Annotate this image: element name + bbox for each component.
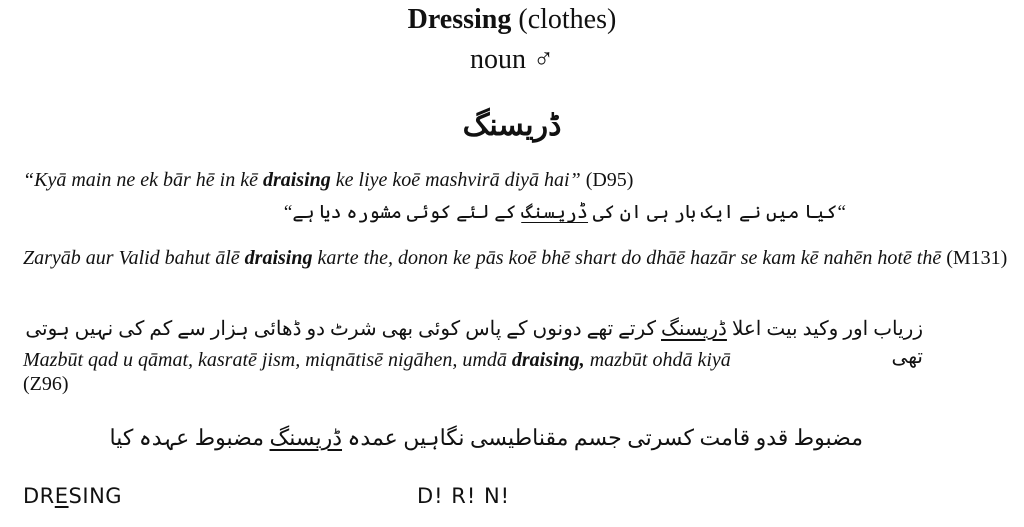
example-1-urdu bbox=[26, 199, 846, 227]
part-of-speech-line bbox=[0, 44, 1024, 76]
example-urdu-keyword: ڈریسنگ bbox=[661, 318, 727, 340]
transliteration bbox=[23, 484, 122, 508]
example-3-romanized bbox=[23, 348, 1008, 396]
transliteration-underlined-letter: E bbox=[54, 484, 69, 508]
example-keyword: draising bbox=[244, 247, 313, 269]
example-text: karte the, donon ke pās koē bhē shart do dhāē hazār se kam kē nahēn hotē thē bbox=[312, 247, 942, 269]
transliteration-part: DR bbox=[23, 484, 55, 508]
part-of-speech: noun bbox=[470, 44, 526, 75]
example-text: Mazbūt qad u qāmat, kasratē jism, miqnātisē nigāhen, umdā bbox=[23, 349, 512, 371]
example-2-romanized bbox=[23, 246, 1008, 270]
example-urdu-text: مضبوط قدو قامت کسرتی جسم مقناطیسی نگاہیں عمدہ bbox=[342, 425, 863, 450]
example-urdu-text: کے لئے کوئی مشورہ دیا ہے“ bbox=[283, 202, 522, 223]
example-reference: (M131) bbox=[946, 247, 1008, 269]
male-gender-icon: ♂ bbox=[533, 44, 554, 75]
example-text: “Kyā main ne ek bār hē in kē bbox=[23, 169, 263, 191]
example-reference: (Z96) bbox=[23, 373, 69, 395]
phonetic-transcription: D! R! N! bbox=[417, 484, 511, 508]
example-reference: (D95) bbox=[585, 169, 634, 191]
example-keyword: draising bbox=[262, 169, 331, 191]
example-urdu-text: کرتے تھے دونوں کے پاس کوئی بھی شرٹ دو ڈھائی ہزار سے کم کی نہیں ہوتی تھی bbox=[25, 318, 923, 368]
headword-line bbox=[0, 4, 1024, 36]
example-1-romanized bbox=[23, 168, 1008, 192]
example-text: mazbūt ohdā kiyā bbox=[584, 349, 731, 371]
example-text: ke liye koē mashvirā diyā hai” bbox=[330, 169, 581, 191]
transliteration-part: SING bbox=[68, 484, 123, 508]
example-urdu-keyword: ڈریسنگ bbox=[269, 425, 343, 450]
example-urdu-text: “کیا میں نے ایک بار ہی ان کی bbox=[588, 202, 846, 223]
example-keyword: draising, bbox=[511, 349, 585, 371]
example-urdu-text: زریاب اور وکید بیت اعلا bbox=[726, 318, 923, 340]
urdu-headword: ڈریسنگ bbox=[462, 109, 562, 142]
example-text: Zaryāb aur Valid bahut ālē bbox=[23, 247, 245, 269]
example-urdu-text: مضبوط عہدہ کیا bbox=[109, 425, 270, 450]
example-urdu-keyword: ڈریسنگ bbox=[521, 202, 589, 223]
headword: Dressing bbox=[407, 4, 512, 35]
headword-gloss: (clothes) bbox=[518, 4, 617, 35]
example-3-urdu bbox=[23, 424, 863, 452]
